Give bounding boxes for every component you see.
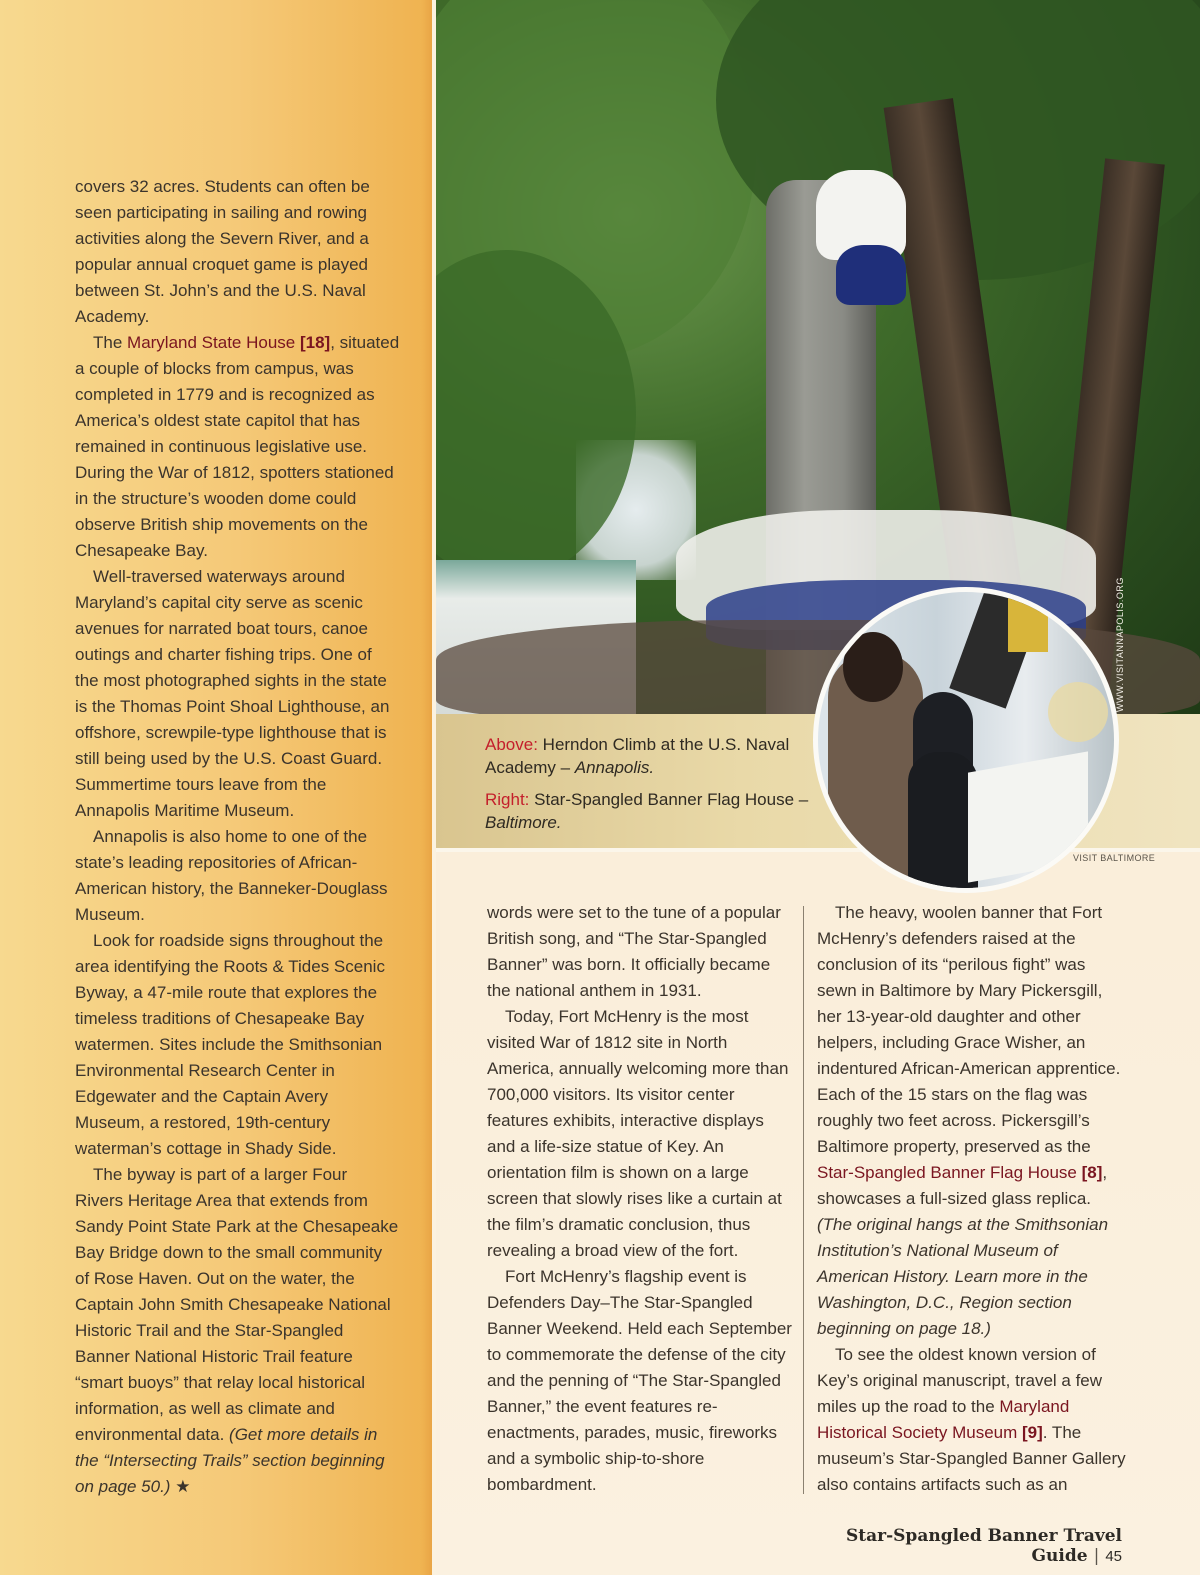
place-link-flag-house: Star-Spangled Banner Flag House [8]: [817, 1163, 1103, 1182]
paragraph: To see the oldest known version of Key’s original manuscript, travel a few miles up the road to the Maryland Historical Society Museum [9]. The museum’s Star-Spangled Banner Gallery also contains artifacts such as an: [817, 1345, 1126, 1494]
paragraph: The Maryland State House [18], situated a couple of blocks from campus, was completed in 1779 and is recognized as America’s oldest state capitol that has remained in continuous legislative use. During the War of 1812, spotters stationed in the structure’s wooden dome could observe British ship movements on the Chesapeake Bay.: [75, 333, 400, 560]
paragraph: Today, Fort McHenry is the most visited War of 1812 site in North America, annually welcoming more than 700,000 visitors. Its visitor center features exhibits, interactive displays and a life-size statue of Key. An orientation film is shown on a large screen that slowly rises like a curtain at the film’s dramatic conclusion, thus revealing a broad view of the fort.: [487, 1007, 789, 1260]
page-footer: [797, 1526, 1122, 1566]
paragraph: Fort McHenry’s flagship event is Defenders Day–The Star-Spangled Banner Weekend. Held each September to commemorate the defense of the city and the penning of “The Star-Spangled Banner,” the event features re-enactments, parades, music, fireworks and a symbolic ship-to-shore bombardment.: [487, 1267, 792, 1494]
flag-house-inset-photo: [813, 587, 1119, 893]
publication-title: Star-Spangled Banner Travel Guide: [846, 1526, 1122, 1566]
place-link-maryland-state-house: Maryland State House [18]: [127, 333, 331, 352]
inset-photo-credit: VISIT BALTIMORE: [1073, 853, 1156, 863]
cross-reference-note: (The original hangs at the Smithsonian Institution’s National Museum of American History. Learn more in the Washington, D.C., Region section beginning on page 18.): [817, 1215, 1109, 1338]
cross-reference-note: (Get more details in the “Intersecting Trails” section beginning on page 50.): [75, 1425, 385, 1496]
paragraph: The heavy, woolen banner that Fort McHenry’s defenders raised at the conclusion of its “perilous fight” was sewn in Baltimore by Mary Pickersgill, her 13-year-old daughter and other helpers, including Grace Wisher, an indentured African-American apprentice. Each of the 15 stars on the flag was roughly two feet across. Pickersgill’s Baltimore property, preserved as the Star-Spangled Banner Flag House [8], showcases a full-sized glass replica. (The original hangs at the Smithsonian Institution’s National Museum of American History. Learn more in the Washington, D.C., Region section beginning on page 18.): [817, 903, 1121, 1338]
right-text-column: [817, 900, 1129, 1498]
herndon-climb-photo: [436, 0, 1200, 714]
footer-separator: |: [1093, 1546, 1100, 1566]
caption-above: Above: Herndon Climb at the U.S. Naval Academy – Annapolis.: [485, 735, 790, 777]
paragraph: Annapolis is also home to one of the state’s leading repositories of African-American history, the Banneker-Douglass Museum.: [75, 827, 388, 924]
photo-caption: [485, 733, 815, 843]
photo-credit: WWW.VISITANNAPOLIS.ORG: [1115, 577, 1125, 712]
column-divider: [803, 906, 804, 1494]
paragraph: The byway is part of a larger Four Rivers Heritage Area that extends from Sandy Point State Park at the Chesapeake Bay Bridge down to the small community of Rose Haven. Out on the water, the Captain John Smith Chesapeake National Historic Trail and the Star-Spangled Banner National Historic Trail feature “smart buoys” that relay local historical information, as well as climate and environmental data. (Get more details in the “Intersecting Trails” section beginning on page 50.) ★: [75, 1165, 399, 1496]
map-reference: [8]: [1081, 1163, 1103, 1182]
caption-right: Right: Star-Spangled Banner Flag House – Baltimore.: [485, 790, 809, 832]
left-text-column: [75, 174, 400, 1500]
place-link-maryland-historical-society: Maryland Historical Society Museum [9]: [817, 1397, 1070, 1442]
paragraph: covers 32 acres. Students can often be seen participating in sailing and rowing activities along the Severn River, and a popular annual croquet game is played between St. John’s and the U.S. Naval Academy.: [75, 177, 370, 326]
paragraph: words were set to the tune of a popular British song, and “The Star-Spangled Banner” was born. It officially became the national anthem in 1931.: [487, 903, 781, 1000]
map-reference: [18]: [299, 333, 331, 352]
middle-text-column: [487, 900, 792, 1498]
paragraph: Look for roadside signs throughout the area identifying the Roots & Tides Scenic Byway, a 47-mile route that explores the timeless traditions of Chesapeake Bay watermen. Sites include the Smithsonian Environmental Research Center in Edgewater and the Captain Avery Museum, a restored, 19th-century waterman’s cottage in Shady Side.: [75, 931, 385, 1158]
end-star: ★: [170, 1477, 191, 1496]
paragraph: Well-traversed waterways around Maryland’s capital city serve as scenic avenues for narrated boat tours, canoe outings and charter fishing trips. One of the most photographed sights in the state is the Thomas Point Shoal Lighthouse, an offshore, screwpile-type lighthouse that is still being used by the U.S. Coast Guard. Summertime tours leave from the Annapolis Maritime Museum.: [75, 567, 390, 820]
page-number: 45: [1105, 1548, 1122, 1565]
map-reference: [9]: [1022, 1423, 1043, 1442]
